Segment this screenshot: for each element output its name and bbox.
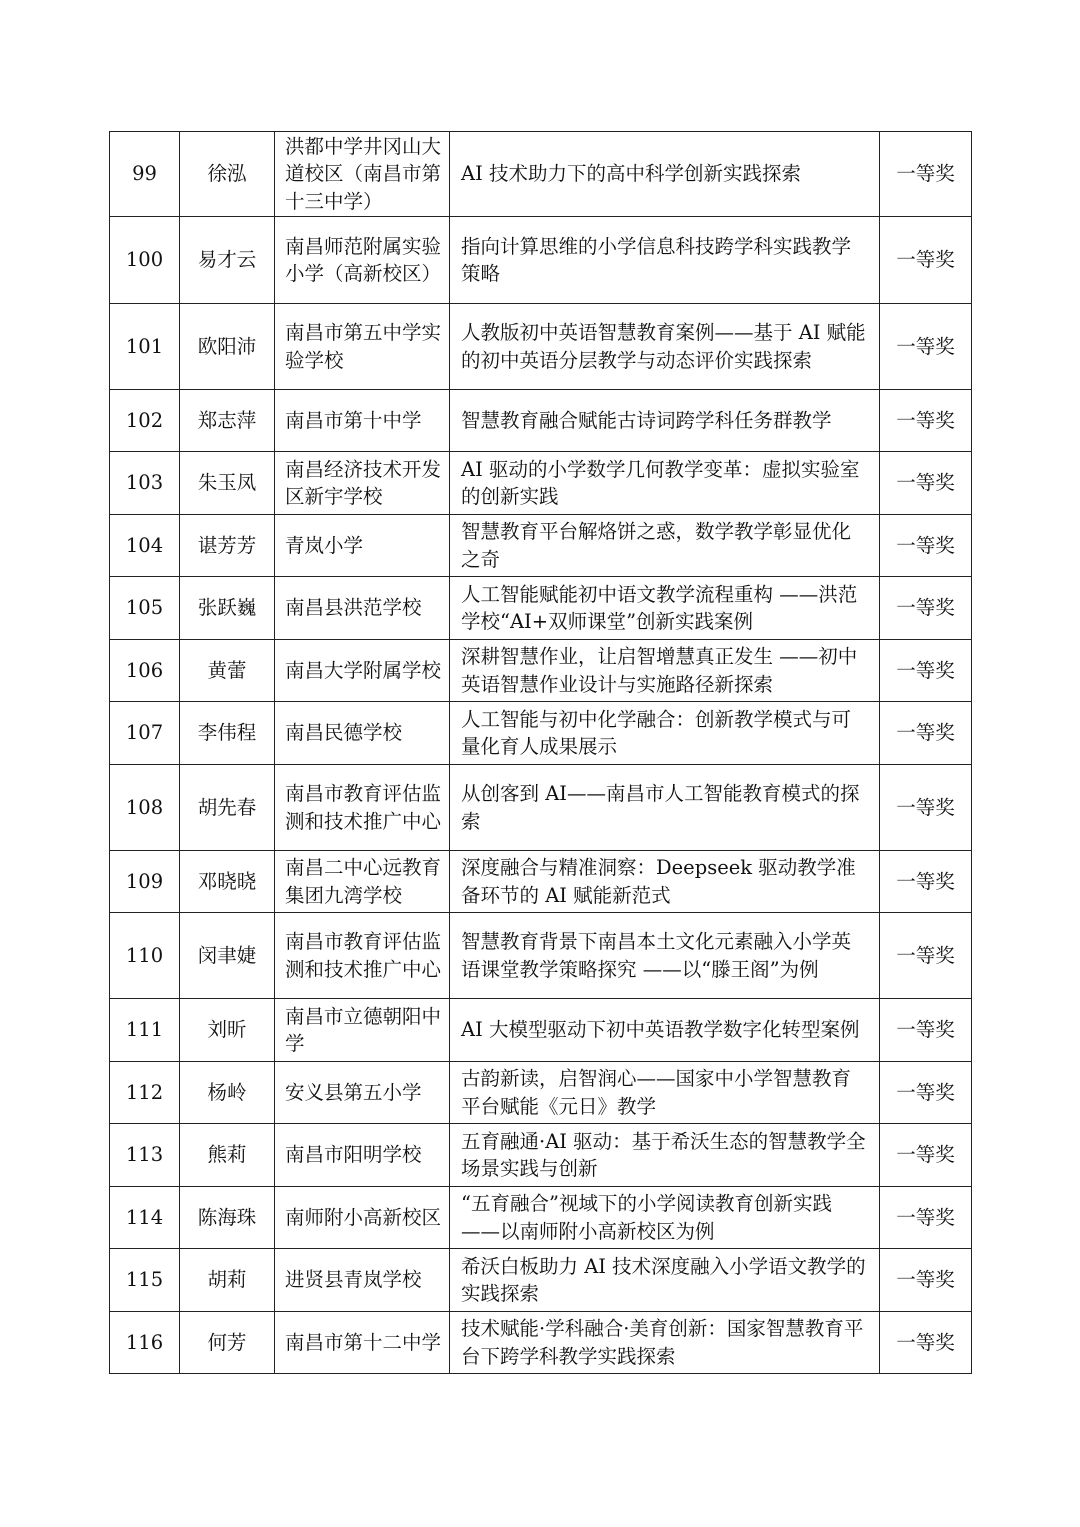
school-name: 南师附小高新校区 bbox=[275, 1187, 450, 1249]
award-level: 一等奖 bbox=[880, 640, 972, 702]
project-title: 技术赋能·学科融合·美育创新：国家智慧教育平台下跨学科教学实践探索 bbox=[450, 1312, 880, 1374]
table-row bbox=[110, 515, 972, 577]
project-title: AI 技术助力下的高中科学创新实践探索 bbox=[450, 132, 880, 217]
award-table-body bbox=[110, 132, 972, 1374]
entrant-name: 刘昕 bbox=[180, 999, 275, 1062]
project-title: 深度融合与精准洞察：Deepseek 驱动教学准备环节的 AI 赋能新范式 bbox=[450, 851, 880, 913]
school-name: 南昌市教育评估监测和技术推广中心 bbox=[275, 765, 450, 851]
award-level: 一等奖 bbox=[880, 765, 972, 851]
table-row bbox=[110, 132, 972, 217]
project-title: 指向计算思维的小学信息科技跨学科实践教学策略 bbox=[450, 217, 880, 304]
table-row bbox=[110, 452, 972, 515]
award-level: 一等奖 bbox=[880, 577, 972, 640]
project-title: 人工智能赋能初中语文教学流程重构 ——洪范学校“AI+双师课堂”创新实践案例 bbox=[450, 577, 880, 640]
entrant-name: 陈海珠 bbox=[180, 1187, 275, 1249]
project-title: 智慧教育融合赋能古诗词跨学科任务群教学 bbox=[450, 390, 880, 452]
school-name: 南昌市第五中学实验学校 bbox=[275, 304, 450, 390]
table-row bbox=[110, 765, 972, 851]
project-title: “五育融合”视域下的小学阅读教育创新实践——以南师附小高新校区为例 bbox=[450, 1187, 880, 1249]
project-title: 人工智能与初中化学融合：创新教学模式与可量化育人成果展示 bbox=[450, 702, 880, 765]
entrant-name: 闵聿婕 bbox=[180, 913, 275, 999]
entrant-name: 杨岭 bbox=[180, 1062, 275, 1124]
award-level: 一等奖 bbox=[880, 913, 972, 999]
award-level: 一等奖 bbox=[880, 390, 972, 452]
entry-number: 110 bbox=[110, 913, 180, 999]
table-row bbox=[110, 913, 972, 999]
award-level: 一等奖 bbox=[880, 304, 972, 390]
table-row bbox=[110, 217, 972, 304]
entrant-name: 徐泓 bbox=[180, 132, 275, 217]
entry-number: 106 bbox=[110, 640, 180, 702]
school-name: 南昌经济技术开发区新宇学校 bbox=[275, 452, 450, 515]
table-row bbox=[110, 577, 972, 640]
table-row bbox=[110, 1249, 972, 1312]
entry-number: 103 bbox=[110, 452, 180, 515]
school-name: 南昌民德学校 bbox=[275, 702, 450, 765]
project-title: 深耕智慧作业，让启智增慧真正发生 ——初中英语智慧作业设计与实施路径新探索 bbox=[450, 640, 880, 702]
school-name: 洪都中学井冈山大道校区（南昌市第十三中学） bbox=[275, 132, 450, 217]
entry-number: 114 bbox=[110, 1187, 180, 1249]
entrant-name: 朱玉凤 bbox=[180, 452, 275, 515]
school-name: 南昌二中心远教育集团九湾学校 bbox=[275, 851, 450, 913]
school-name: 进贤县青岚学校 bbox=[275, 1249, 450, 1312]
table-row bbox=[110, 851, 972, 913]
entrant-name: 易才云 bbox=[180, 217, 275, 304]
project-title: 从创客到 AI——南昌市人工智能教育模式的探索 bbox=[450, 765, 880, 851]
entrant-name: 何芳 bbox=[180, 1312, 275, 1374]
entry-number: 113 bbox=[110, 1124, 180, 1187]
school-name: 南昌大学附属学校 bbox=[275, 640, 450, 702]
entry-number: 99 bbox=[110, 132, 180, 217]
entrant-name: 欧阳沛 bbox=[180, 304, 275, 390]
school-name: 南昌县洪范学校 bbox=[275, 577, 450, 640]
entry-number: 104 bbox=[110, 515, 180, 577]
project-title: AI 大模型驱动下初中英语教学数字化转型案例 bbox=[450, 999, 880, 1062]
entrant-name: 黄蕾 bbox=[180, 640, 275, 702]
table-row bbox=[110, 390, 972, 452]
award-level: 一等奖 bbox=[880, 1062, 972, 1124]
project-title: AI 驱动的小学数学几何教学变革：虚拟实验室的创新实践 bbox=[450, 452, 880, 515]
entry-number: 111 bbox=[110, 999, 180, 1062]
table-row bbox=[110, 1062, 972, 1124]
school-name: 南昌市第十二中学 bbox=[275, 1312, 450, 1374]
project-title: 五育融通·AI 驱动：基于希沃生态的智慧教学全场景实践与创新 bbox=[450, 1124, 880, 1187]
table-row bbox=[110, 1312, 972, 1374]
table-row bbox=[110, 640, 972, 702]
award-level: 一等奖 bbox=[880, 702, 972, 765]
project-title: 人教版初中英语智慧教育案例——基于 AI 赋能的初中英语分层教学与动态评价实践探索 bbox=[450, 304, 880, 390]
entry-number: 116 bbox=[110, 1312, 180, 1374]
entrant-name: 胡莉 bbox=[180, 1249, 275, 1312]
table-row bbox=[110, 999, 972, 1062]
award-level: 一等奖 bbox=[880, 851, 972, 913]
award-level: 一等奖 bbox=[880, 515, 972, 577]
entrant-name: 邓晓晓 bbox=[180, 851, 275, 913]
award-level: 一等奖 bbox=[880, 1249, 972, 1312]
entry-number: 108 bbox=[110, 765, 180, 851]
entrant-name: 张跃巍 bbox=[180, 577, 275, 640]
project-title: 智慧教育背景下南昌本土文化元素融入小学英语课堂教学策略探究 ——以“滕王阁”为例 bbox=[450, 913, 880, 999]
entry-number: 101 bbox=[110, 304, 180, 390]
project-title: 古韵新读，启智润心——国家中小学智慧教育平台赋能《元日》教学 bbox=[450, 1062, 880, 1124]
school-name: 南昌市阳明学校 bbox=[275, 1124, 450, 1187]
school-name: 南昌市立德朝阳中学 bbox=[275, 999, 450, 1062]
school-name: 安义县第五小学 bbox=[275, 1062, 450, 1124]
project-title: 智慧教育平台解烙饼之惑，数学教学彰显优化之奇 bbox=[450, 515, 880, 577]
entrant-name: 郑志萍 bbox=[180, 390, 275, 452]
award-level: 一等奖 bbox=[880, 1124, 972, 1187]
table-row bbox=[110, 1187, 972, 1249]
entry-number: 107 bbox=[110, 702, 180, 765]
award-level: 一等奖 bbox=[880, 217, 972, 304]
entry-number: 109 bbox=[110, 851, 180, 913]
award-table bbox=[109, 131, 972, 1374]
entrant-name: 李伟程 bbox=[180, 702, 275, 765]
award-level: 一等奖 bbox=[880, 132, 972, 217]
entry-number: 112 bbox=[110, 1062, 180, 1124]
entry-number: 102 bbox=[110, 390, 180, 452]
award-level: 一等奖 bbox=[880, 999, 972, 1062]
project-title: 希沃白板助力 AI 技术深度融入小学语文教学的实践探索 bbox=[450, 1249, 880, 1312]
school-name: 南昌师范附属实验小学（高新校区） bbox=[275, 217, 450, 304]
entry-number: 115 bbox=[110, 1249, 180, 1312]
entry-number: 100 bbox=[110, 217, 180, 304]
school-name: 南昌市第十中学 bbox=[275, 390, 450, 452]
table-row bbox=[110, 304, 972, 390]
entrant-name: 熊莉 bbox=[180, 1124, 275, 1187]
table-row bbox=[110, 1124, 972, 1187]
award-level: 一等奖 bbox=[880, 1312, 972, 1374]
school-name: 南昌市教育评估监测和技术推广中心 bbox=[275, 913, 450, 999]
entrant-name: 胡先春 bbox=[180, 765, 275, 851]
award-level: 一等奖 bbox=[880, 452, 972, 515]
entry-number: 105 bbox=[110, 577, 180, 640]
entrant-name: 谌芳芳 bbox=[180, 515, 275, 577]
award-level: 一等奖 bbox=[880, 1187, 972, 1249]
table-row bbox=[110, 702, 972, 765]
school-name: 青岚小学 bbox=[275, 515, 450, 577]
